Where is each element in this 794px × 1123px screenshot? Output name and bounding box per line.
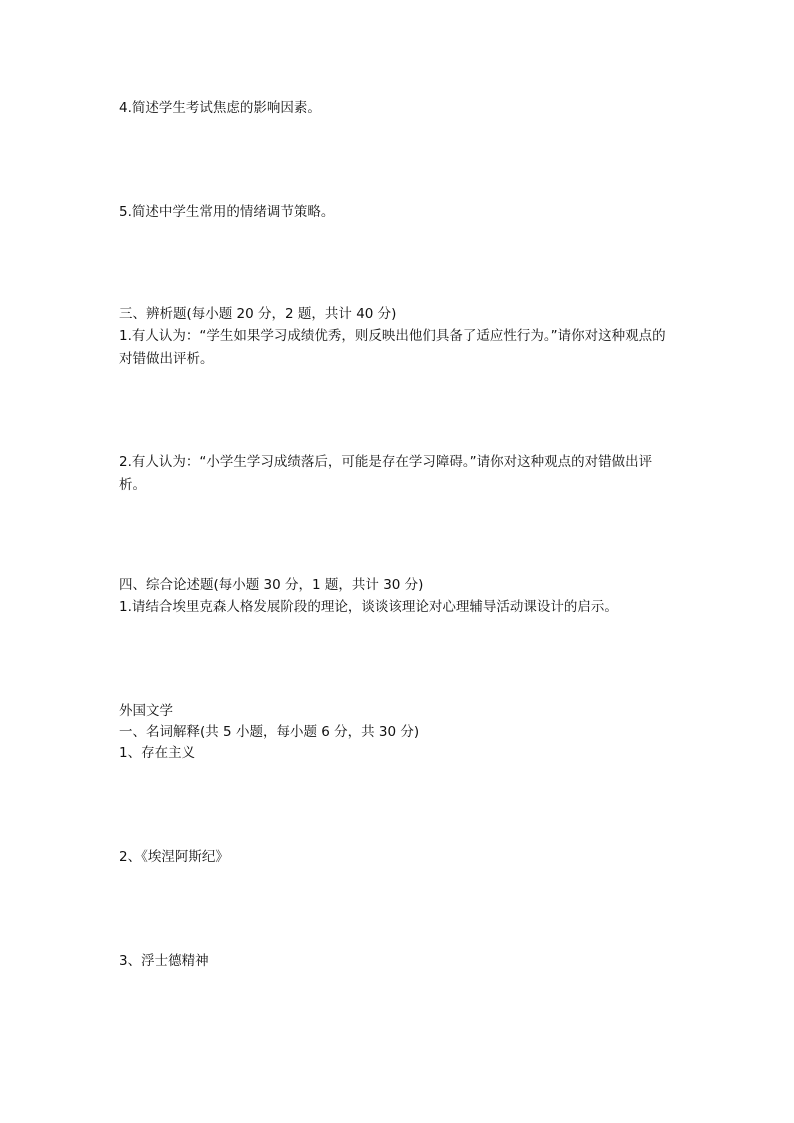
section-3-heading: 三、辨析题(每小题 20 分，2 题，共计 40 分)	[119, 306, 397, 322]
section-3-question-1: 1.有人认为：“学生如果学习成绩优秀，则反映出他们具备了适应性行为。”请你对这种观点的对错做出评析。	[119, 328, 666, 367]
section-4-question-1: 1.请结合埃里克森人格发展阶段的理论，谈谈该理论对心理辅导活动课设计的启示。	[119, 599, 618, 615]
literature-term-2: 2、《埃涅阿斯纪》	[119, 849, 229, 865]
literature-term-3: 3、浮士德精神	[119, 953, 209, 969]
literature-term-1: 1、存在主义	[119, 745, 196, 761]
section-4-heading: 四、综合论述题(每小题 30 分，1 题，共计 30 分)	[119, 577, 424, 593]
section-3-question-2: 2.有人认为：“小学生学习成绩落后，可能是存在学习障碍。”请你对这种观点的对错做出评析。	[119, 454, 653, 493]
subject-title: 外国文学	[119, 703, 173, 719]
literature-section-1-heading: 一、名词解释(共 5 小题，每小题 6 分，共 30 分)	[119, 724, 420, 740]
question-4: 4.简述学生考试焦虑的影响因素。	[119, 100, 321, 116]
question-5: 5.简述中学生常用的情绪调节策略。	[119, 204, 335, 220]
